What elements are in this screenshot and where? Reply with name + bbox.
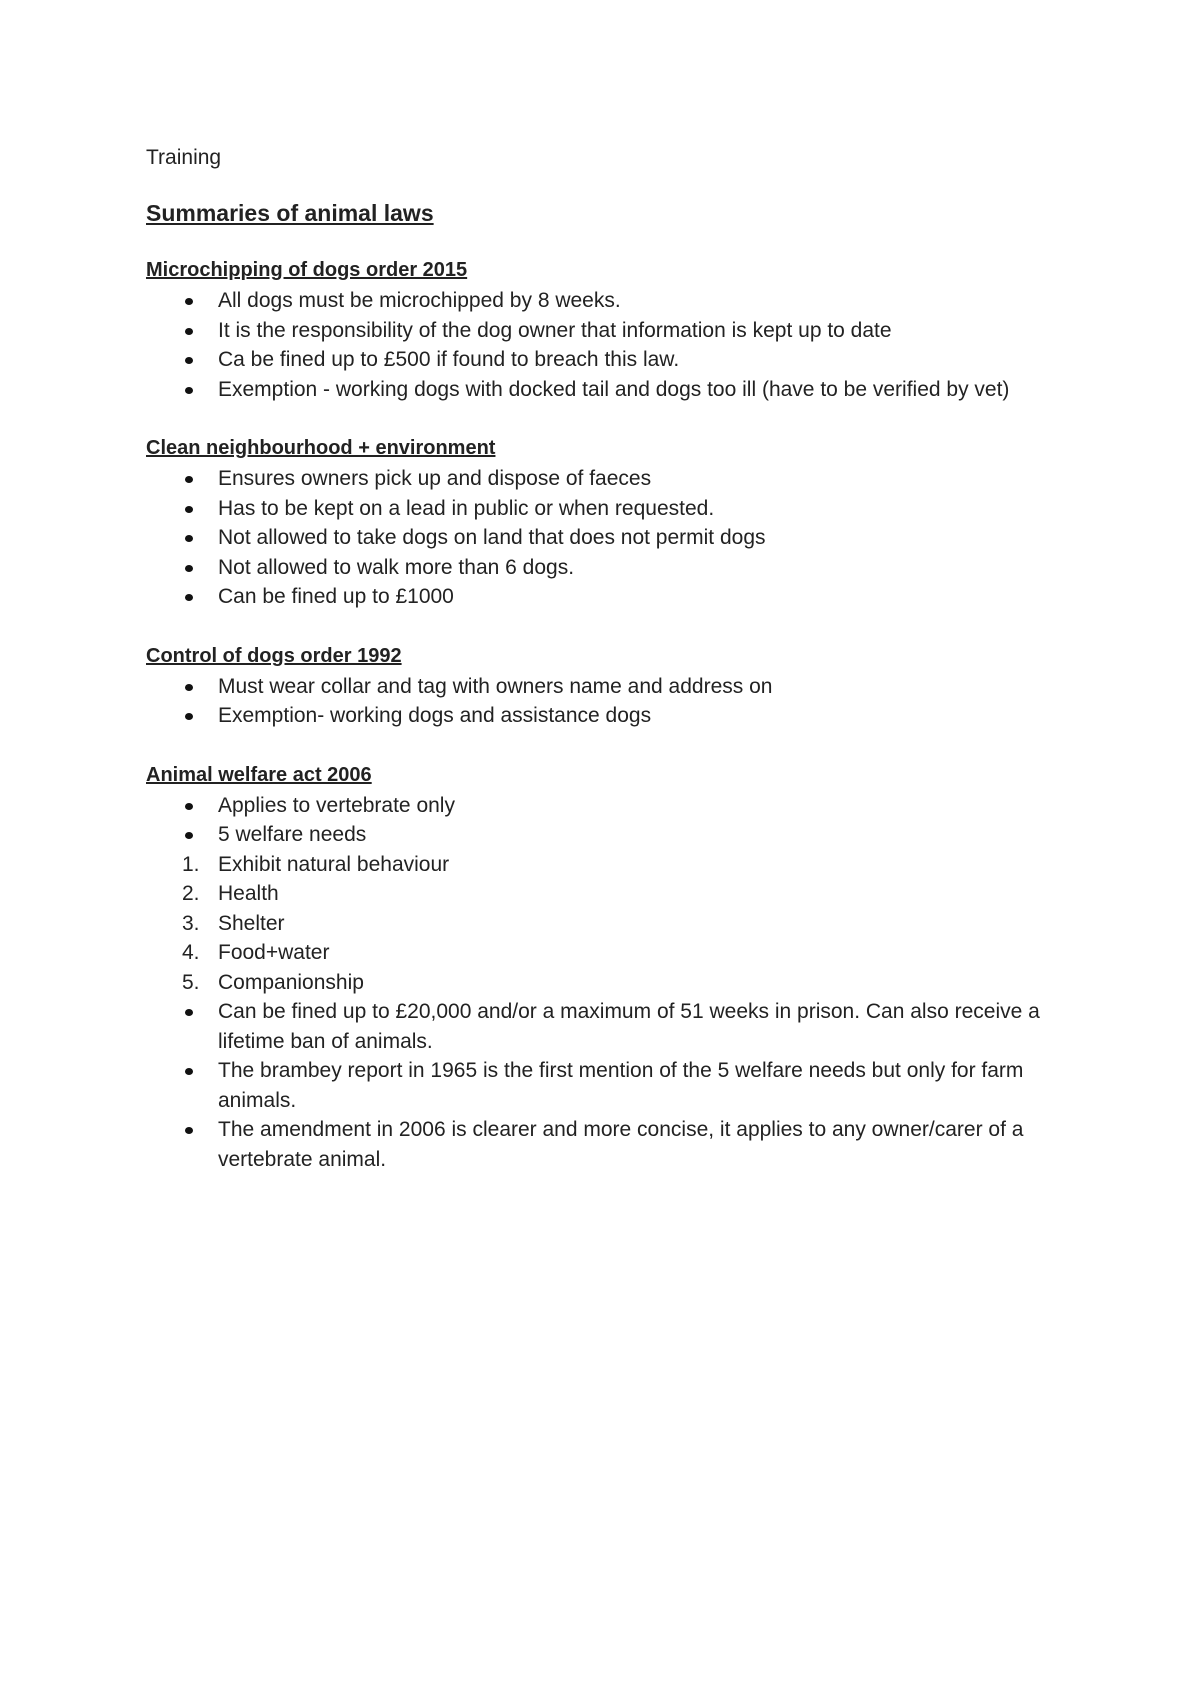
list-item [146, 286, 1076, 316]
list-item-text: Can be fined up to £1000 [218, 585, 454, 608]
bullet-icon [185, 1068, 193, 1075]
bullet-icon [185, 535, 193, 542]
bullet-icon [185, 298, 193, 305]
list-item [146, 879, 1076, 909]
bullet-icon [185, 357, 193, 364]
list-item [146, 1115, 1076, 1174]
bullet-icon [185, 713, 193, 720]
list-item-text: Exemption- working dogs and assistance dogs [218, 704, 652, 727]
list-number: 2. [182, 882, 200, 905]
law-section [146, 761, 1076, 1175]
law-section [146, 642, 1076, 731]
bullet-icon [185, 1127, 193, 1134]
list-item-text: Can be fined up to £20,000 and/or a maximum of 51 weeks in prison. Can also receive a lifetime ban of animals. [218, 1000, 1040, 1053]
bullet-icon [185, 803, 193, 810]
document-content [146, 144, 1076, 1204]
section-list [146, 286, 1076, 404]
list-number: 5. [182, 970, 200, 994]
section-heading: Animal welfare act 2006 [146, 763, 372, 786]
list-item [146, 968, 1076, 998]
list-item-text: Not allowed to walk more than 6 dogs. [218, 555, 575, 579]
list-item-text: Food+water [218, 941, 330, 964]
bullet-icon [185, 1009, 193, 1016]
bullet-icon [185, 387, 193, 394]
section-list [146, 464, 1076, 612]
law-section [146, 256, 1076, 404]
bullet-icon [185, 476, 193, 483]
list-item-text: Health [218, 882, 279, 905]
list-item [146, 791, 1076, 821]
list-item-text: The amendment in 2006 is clearer and more concise, it applies to any owner/carer of a vertebrate animal. [218, 1118, 1024, 1171]
list-item [146, 820, 1076, 850]
list-number: 1. [182, 852, 200, 876]
list-item-text: Ensures owners pick up and dispose of faeces [218, 467, 652, 490]
list-item [146, 938, 1076, 968]
list-item [146, 701, 1076, 731]
list-item-text: Companionship [218, 970, 364, 994]
list-item [146, 316, 1076, 346]
list-item [146, 1056, 1076, 1115]
section-heading: Clean neighbourhood + environment [146, 437, 496, 459]
bullet-icon [185, 565, 193, 572]
list-item [146, 553, 1076, 583]
bullet-icon [185, 832, 193, 839]
list-item-text: It is the responsibility of the dog owner that information is kept up to date [218, 318, 892, 342]
sections-container [146, 256, 1076, 1174]
list-item-text: Not allowed to take dogs on land that does not permit dogs [218, 526, 766, 549]
list-item-text: The brambey report in 1965 is the first mention of the 5 welfare needs but only for farm animals. [218, 1059, 1024, 1112]
list-item [146, 909, 1076, 939]
list-item [146, 672, 1076, 702]
list-item-text: 5 welfare needs [218, 823, 367, 846]
law-section [146, 434, 1076, 612]
list-item-text: Has to be kept on a lead in public or when requested. [218, 496, 715, 520]
list-item [146, 345, 1076, 375]
section-list [146, 672, 1076, 731]
document-label: Training [146, 146, 222, 169]
list-item [146, 523, 1076, 553]
bullet-icon [185, 684, 193, 691]
bullet-icon [185, 594, 193, 601]
list-item-text: Ca be fined up to £500 if found to breach this law. [218, 348, 680, 371]
list-item-text: Must wear collar and tag with owners name and address on [218, 674, 773, 698]
list-item-text: Exemption - working dogs with docked tail and dogs too ill (have to be verified by vet) [218, 377, 1010, 401]
list-item-text: Shelter [218, 911, 285, 935]
section-list [146, 791, 1076, 1175]
list-item [146, 582, 1076, 612]
section-heading: Control of dogs order 1992 [146, 644, 402, 667]
list-item-text: Applies to vertebrate only [218, 793, 455, 817]
list-item [146, 494, 1076, 524]
document-title: Summaries of animal laws [146, 200, 434, 226]
list-item [146, 850, 1076, 880]
list-number: 3. [182, 911, 200, 935]
bullet-icon [185, 506, 193, 513]
list-item [146, 375, 1076, 405]
list-item [146, 997, 1076, 1056]
list-item [146, 464, 1076, 494]
list-number: 4. [182, 941, 200, 964]
section-heading: Microchipping of dogs order 2015 [146, 259, 468, 281]
bullet-icon [185, 328, 193, 335]
list-item-text: Exhibit natural behaviour [218, 852, 450, 876]
list-item-text: All dogs must be microchipped by 8 weeks. [218, 289, 621, 312]
